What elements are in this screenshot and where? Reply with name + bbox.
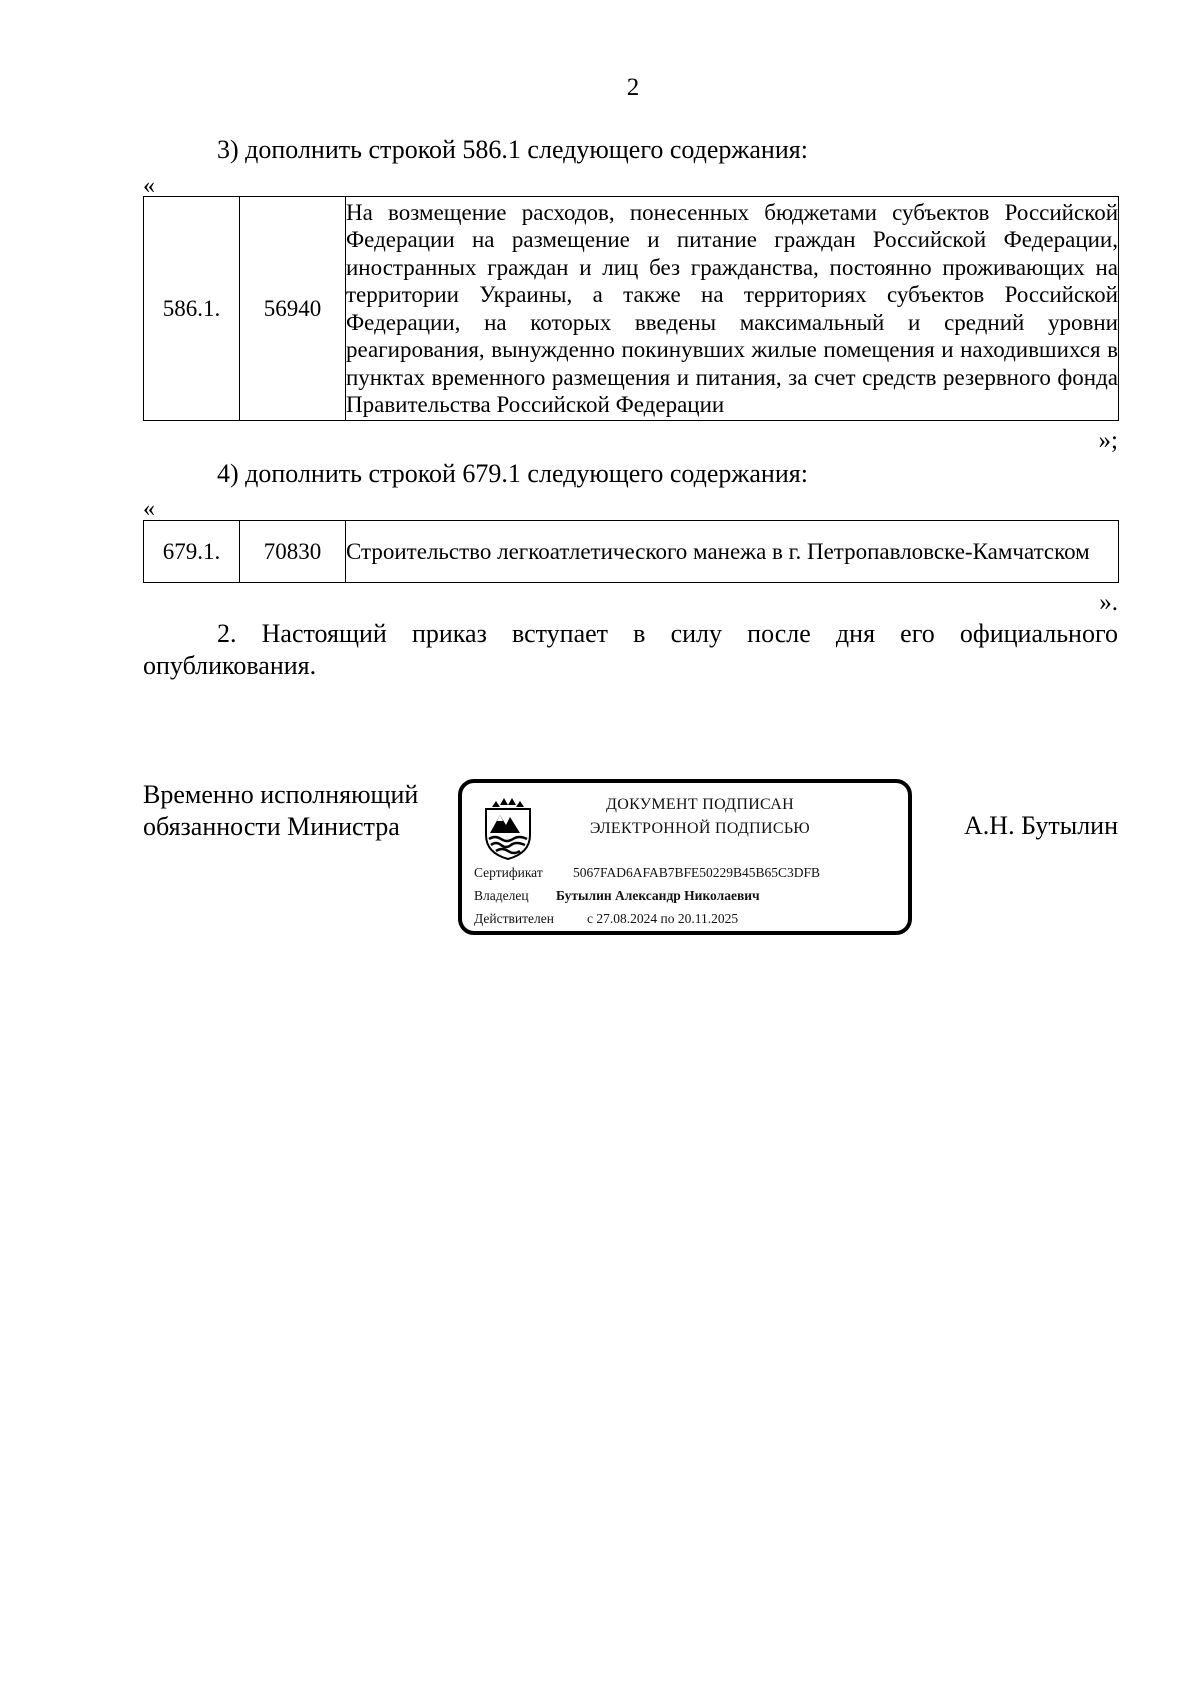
item4-open-quote: « [143,496,155,522]
row-description-cell: Строительство легкоатлетического манежа в г. Петропавловске-Камчатском [346,521,1119,583]
owner-value: Бутылин Александр Николаевич [556,888,760,903]
item4-intro: 4) дополнить строкой 679.1 следующего содержания: [217,459,808,488]
row-number-cell: 586.1. [144,197,240,421]
stamp-header-line2: ЭЛЕКТРОННОЙ ПОДПИСЬЮ [589,820,811,837]
item3-intro: 3) дополнить строкой 586.1 следующего содержания: [217,135,808,164]
stamp-header-line1: ДОКУМЕНТ ПОДПИСАН [606,796,794,813]
signer-title [143,779,418,843]
item3-close-quote: »; [1098,427,1118,454]
page-number: 2 [626,74,640,101]
owner-label: Владелец [474,888,529,903]
item3-table [143,196,1119,421]
signer-title-line1: Временно исполняющий [143,780,419,809]
table-row [144,197,1119,421]
row-description-cell: На возмещение расходов, понесенных бюджетами субъектов Российской Федерации на размещение и питание граждан Российской Федерации, иностранных граждан и лиц без гражданства, постоянно проживающих на территории Украины, а также на территориях субъектов Российской Федерации, на которых введены максимальный и средний уровни реагирования, вынужденно покинувших жилые помещения и находившихся в пунктах временного размещения и питания, за счет средств резервного фонда Правительства Российской Федерации [346,197,1119,421]
kamchatka-coat-of-arms-icon [480,797,536,861]
item4-table [143,520,1119,583]
certificate-label: Сертификат [474,865,543,880]
signer-title-line2: обязанности Министра [143,812,400,841]
valid-label: Действителен [474,911,554,926]
row-code-cell: 56940 [240,197,346,421]
row-code-cell: 70830 [240,521,346,583]
item4-close-quote: ». [1099,589,1118,616]
certificate-value: 5067FAD6AFAB7BFE50229B45B65C3DFB [573,865,821,880]
signer-name: А.Н. Бутылин [964,811,1118,840]
closing-paragraph: 2. Настоящий приказ вступает в силу после дня его официального опубликования. [143,619,1118,680]
row-number-cell: 679.1. [144,521,240,583]
valid-value: с 27.08.2024 по 20.11.2025 [587,911,739,926]
e-signature-stamp [458,779,912,935]
item3-open-quote: « [143,173,155,199]
table-row [144,521,1119,583]
